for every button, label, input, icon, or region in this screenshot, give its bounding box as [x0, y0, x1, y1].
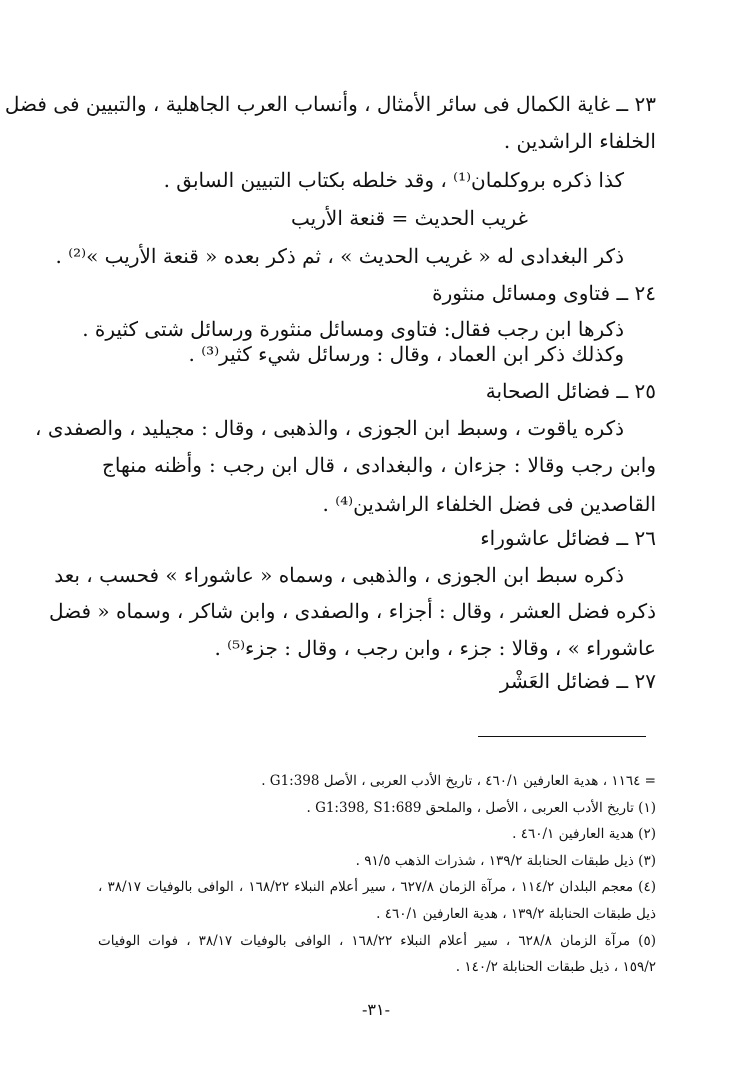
footnote-5-cont: ١٥٩/٢ ، ذيل طبقات الحنابلة ١٤٠/٢ .	[455, 959, 656, 975]
body-line: الخلفاء الراشدين .	[503, 129, 656, 153]
footnote-3: (٣) ذيل طبقات الحنابلة ١٣٩/٢ ، شذرات الذهب ٩١/٥ .	[355, 853, 656, 869]
entry-27-heading: ٢٧ ــ فضائل العَشْر	[499, 669, 656, 693]
subheading: غريب الحديث = قنعة الأريب	[291, 206, 528, 230]
body-line: عاشوراء » ، وقالا : جزء ، وابن رجب ، وقال : جزء⁽⁵⁾ .	[214, 636, 656, 660]
page-number: -٣١-	[362, 1000, 390, 1019]
body-line: ذكر البغدادى له « غريب الحديث » ، ثم ذكر بعده « قنعة الأريب »⁽²⁾ .	[55, 244, 624, 268]
body-line: ذكره ياقوت ، وسبط ابن الجوزى ، والذهبى ، وقال : مجيليد ، والصفدى ،	[35, 416, 624, 440]
footnote-separator	[478, 736, 646, 737]
footnote-4-cont: ذيل طبقات الحنابلة ١٣٩/٢ ، هدية العارفين ٤٦٠/١ .	[376, 906, 656, 922]
entry-24-heading: ٢٤ ــ فتاوى ومسائل منثورة	[432, 281, 656, 305]
body-line: ذكره سبط ابن الجوزى ، والذهبى ، وسماه « عاشوراء » فحسب ، بعد	[54, 563, 624, 587]
footnote-4: (٤) معجم البلدان ١١٤/٢ ، مرآة الزمان ٦٢٧/٨ ، سير أعلام النبلاء ١٦٨/٢٢ ، الوافى بالوفيات ٣٨/١٧ ،	[98, 879, 656, 895]
entry-26-heading: ٢٦ ــ فضائل عاشوراء	[480, 526, 656, 550]
body-line: وكذلك ذكر ابن العماد ، وقال : ورسائل شيء كثير⁽³⁾ .	[188, 342, 624, 366]
footnote-1: (١) تاريخ الأدب العربى ، الأصل ، والملحق G1:398, S1:689 .	[306, 800, 656, 816]
body-line: ذكرها ابن رجب فقال: فتاوى ومسائل منثورة ورسائل شتى كثيرة .	[82, 317, 624, 341]
body-line: القاصدين فى فضل الخلفاء الراشدين⁽⁴⁾ .	[322, 492, 656, 516]
entry-23-heading: ٢٣ ــ غاية الكمال فى سائر الأمثال ، وأنساب العرب الجاهلية ، والتبيين فى فضل	[4, 92, 656, 116]
body-line: ذكره فضل العشر ، وقال : أجزاء ، والصفدى ، وابن شاكر ، وسماه « فضل	[48, 599, 656, 623]
body-line: كذا ذكره بروكلمان⁽¹⁾ ، وقد خلطه بكتاب التبيين السابق .	[163, 168, 624, 192]
footnote-5: (٥) مرآة الزمان ٦٢٨/٨ ، سير أعلام النبلاء ١٦٨/٢٢ ، الوافى بالوفيات ٣٨/١٧ ، فوات الوفيات	[98, 933, 656, 949]
footnote-2: (٢) هدية العارفين ٤٦٠/١ .	[512, 826, 656, 842]
footnote-continuation: = ١١٦٤ ، هدية العارفين ٤٦٠/١ ، تاريخ الأدب العربى ، الأصل G1:398 .	[261, 773, 656, 789]
entry-25-heading: ٢٥ ــ فضائل الصحابة	[485, 379, 656, 403]
body-line: وابن رجب وقالا : جزءان ، والبغدادى ، قال ابن رجب : وأظنه منهاج	[102, 453, 656, 477]
